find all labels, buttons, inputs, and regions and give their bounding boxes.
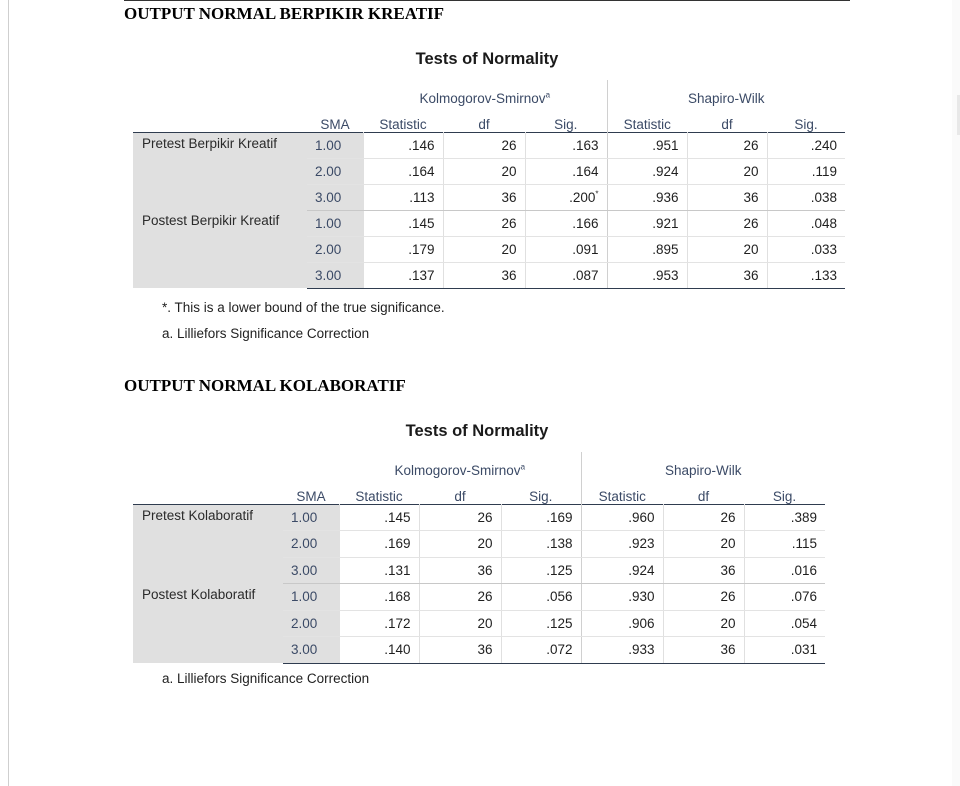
cell-value: .031 <box>790 642 818 658</box>
cell-value: 20 <box>720 615 736 631</box>
cell-value: .146 <box>408 137 435 153</box>
cell-value: .164 <box>408 163 435 179</box>
corner-cell <box>133 452 283 478</box>
sma-cell: 1.00 <box>283 584 339 611</box>
col-header-sw-df: df <box>721 116 733 132</box>
footnote-mark: * <box>595 189 599 198</box>
ks-statistic-cell <box>339 637 419 664</box>
table-row <box>133 504 825 531</box>
sw-statistic-cell <box>607 210 687 236</box>
cell-value: .936 <box>652 189 679 205</box>
sw-df-cell <box>687 236 767 262</box>
sw-sig-cell <box>744 584 825 611</box>
cell-value: .048 <box>810 215 838 231</box>
ks-df-cell <box>443 158 525 184</box>
cell-value: 20 <box>743 241 759 257</box>
sw-statistic-cell <box>581 610 663 637</box>
cell-value: 36 <box>501 267 517 283</box>
sw-df-cell <box>687 262 767 288</box>
cell-value: .169 <box>384 536 411 552</box>
ks-header-text: Kolmogorov-Smirnov <box>419 91 546 106</box>
cell-value: .923 <box>628 536 655 552</box>
sma-cell: 3.00 <box>307 184 363 210</box>
cell-value: 36 <box>477 562 493 578</box>
cell-value: .168 <box>384 589 411 605</box>
cell-value: 26 <box>743 137 759 153</box>
cell-value: .164 <box>572 163 599 179</box>
sw-group-header: Shapiro-Wilk <box>607 80 845 106</box>
cell-value: 20 <box>477 536 493 552</box>
cell-value: .921 <box>652 215 679 231</box>
sma-cell: 1.00 <box>307 132 363 158</box>
cell-value: .924 <box>652 163 679 179</box>
cell-value: 36 <box>743 189 759 205</box>
ks-sig-cell <box>525 210 607 236</box>
cell-value: 26 <box>477 509 493 525</box>
cell-value: .389 <box>790 509 818 525</box>
cell-value: .145 <box>384 509 411 525</box>
sw-sig-cell <box>767 262 845 288</box>
sw-statistic-cell <box>581 584 663 611</box>
ks-df-cell <box>419 504 501 531</box>
sw-df-cell <box>663 531 744 558</box>
cell-value: .137 <box>408 267 435 283</box>
ks-df-cell <box>419 557 501 584</box>
ks-df-cell <box>443 210 525 236</box>
ks-statistic-cell <box>339 531 419 558</box>
cell-value: .166 <box>572 215 599 231</box>
cell-value: .953 <box>652 267 679 283</box>
cell-value: 26 <box>720 589 736 605</box>
ks-df-cell <box>443 132 525 158</box>
sw-df-cell <box>687 132 767 158</box>
corner-cell <box>133 106 307 132</box>
cell-value: .054 <box>790 615 818 631</box>
col-header-sw-statistic: Statistic <box>607 106 687 132</box>
col-header-ks-statistic: Statistic <box>355 488 403 504</box>
sw-statistic-cell <box>607 262 687 288</box>
sw-statistic-cell <box>607 184 687 210</box>
section1-normality-table <box>133 80 845 289</box>
cell-value: .056 <box>546 589 573 605</box>
col-header-sma: SMA <box>320 116 350 132</box>
cell-value: .072 <box>546 642 573 658</box>
col-header-ks-df: df <box>478 116 490 132</box>
sw-df-cell <box>663 557 744 584</box>
ks-statistic-cell <box>339 610 419 637</box>
sw-statistic-cell <box>581 531 663 558</box>
col-header-ks-sig: Sig. <box>554 116 578 132</box>
sma-cell: 1.00 <box>307 210 363 236</box>
row-group-label: Pretest Berpikir Kreatif <box>133 132 307 210</box>
cell-value: .906 <box>628 615 655 631</box>
sw-sig-cell <box>744 637 825 664</box>
cell-value: .179 <box>408 241 435 257</box>
ks-df-cell <box>419 584 501 611</box>
ks-statistic-cell <box>363 132 443 158</box>
cell-value: .960 <box>628 509 655 525</box>
sw-sig-cell <box>767 210 845 236</box>
sw-df-cell <box>663 504 744 531</box>
sma-cell: 2.00 <box>283 610 339 637</box>
cell-value: .163 <box>572 137 599 153</box>
sw-statistic-cell <box>607 132 687 158</box>
ks-sig-cell <box>501 557 581 584</box>
cell-value: .016 <box>790 562 818 578</box>
sw-sig-cell <box>744 557 825 584</box>
sw-statistic-cell <box>581 504 663 531</box>
ks-group-header <box>363 80 607 106</box>
ks-statistic-cell <box>363 262 443 288</box>
sw-df-cell <box>687 184 767 210</box>
cell-value: 36 <box>720 562 736 578</box>
table-row <box>133 132 845 158</box>
ks-statistic-cell <box>339 557 419 584</box>
sw-sig-cell <box>767 184 845 210</box>
cell-value: .033 <box>810 241 838 257</box>
sw-statistic-cell <box>607 158 687 184</box>
cell-value: 20 <box>501 163 517 179</box>
corner-cell <box>307 80 363 106</box>
cell-value: 20 <box>743 163 759 179</box>
sma-cell: 3.00 <box>307 262 363 288</box>
ks-statistic-cell <box>339 504 419 531</box>
ks-header-text: Kolmogorov-Smirnov <box>394 463 521 478</box>
section2-table-title: Tests of Normality <box>405 422 549 440</box>
cell-value: 36 <box>743 267 759 283</box>
cell-value: 26 <box>720 509 736 525</box>
cell-value: .145 <box>408 215 435 231</box>
cell-value: .087 <box>572 267 599 283</box>
sw-df-cell <box>663 610 744 637</box>
top-rule <box>124 0 850 1</box>
section1-footnote-lower-bound: *. This is a lower bound of the true significance. <box>162 300 445 315</box>
sma-cell: 1.00 <box>283 504 339 531</box>
sma-cell: 2.00 <box>307 236 363 262</box>
table-row <box>133 210 845 236</box>
ks-df-cell <box>443 236 525 262</box>
sw-sig-cell <box>767 158 845 184</box>
ks-sig-cell <box>501 504 581 531</box>
col-header-ks-statistic: Statistic <box>379 116 427 132</box>
ks-df-cell <box>419 610 501 637</box>
ks-df-cell <box>443 184 525 210</box>
ks-statistic-cell <box>363 184 443 210</box>
col-header-sw-df: df <box>697 488 710 504</box>
sw-sig-cell <box>767 132 845 158</box>
section2-normality-table <box>133 452 825 664</box>
sw-df-cell <box>663 637 744 664</box>
cell-value: .895 <box>652 241 679 257</box>
sma-cell: 2.00 <box>307 158 363 184</box>
col-header-sw-statistic: Statistic <box>581 478 663 504</box>
ks-sig-cell <box>501 610 581 637</box>
ks-sig-cell <box>525 158 607 184</box>
section1-table-title: Tests of Normality <box>415 50 559 68</box>
cell-value: .930 <box>628 589 655 605</box>
sw-statistic-cell <box>581 557 663 584</box>
ks-sig-cell <box>501 584 581 611</box>
table-row <box>133 584 825 611</box>
corner-cell <box>133 80 307 106</box>
corner-cell <box>283 452 339 478</box>
cell-value: .140 <box>384 642 411 658</box>
ks-footnote-mark: a <box>545 90 551 100</box>
cell-value: 20 <box>501 241 517 257</box>
cell-value: .125 <box>546 562 573 578</box>
cell-value: 26 <box>501 137 517 153</box>
ks-footnote-mark: a <box>520 462 526 472</box>
cell-value: .933 <box>628 642 655 658</box>
sw-df-cell <box>687 210 767 236</box>
ks-sig-cell <box>525 262 607 288</box>
sw-sig-cell <box>767 236 845 262</box>
sw-statistic-cell <box>581 637 663 664</box>
row-group-label: Postest Berpikir Kreatif <box>133 210 307 288</box>
sw-sig-cell <box>744 531 825 558</box>
cell-value: .169 <box>546 509 573 525</box>
corner-cell <box>133 478 283 504</box>
col-header-ks-df: df <box>454 488 466 504</box>
sw-sig-cell <box>744 504 825 531</box>
cell-value: 26 <box>477 589 493 605</box>
ks-sig-cell <box>501 531 581 558</box>
row-group-label: Postest Kolaboratif <box>133 584 283 664</box>
ks-statistic-cell <box>363 210 443 236</box>
cell-value: .119 <box>811 163 838 179</box>
col-header-sw-sig: Sig. <box>794 116 818 132</box>
sma-cell: 3.00 <box>283 637 339 664</box>
ks-df-cell <box>419 531 501 558</box>
ks-sig-cell <box>501 637 581 664</box>
sma-cell: 3.00 <box>283 557 339 584</box>
cell-value: .131 <box>384 562 411 578</box>
section1-footnote-lilliefors: a. Lilliefors Significance Correction <box>162 326 370 341</box>
cell-value: .115 <box>791 536 818 552</box>
cell-value: .924 <box>628 562 655 578</box>
col-header-ks-sig: Sig. <box>529 488 553 504</box>
row-group-label: Pretest Kolaboratif <box>133 504 283 584</box>
ks-df-cell <box>419 637 501 664</box>
col-header-sma: SMA <box>296 488 326 504</box>
cell-value: 36 <box>501 189 517 205</box>
cell-value: 26 <box>501 215 517 231</box>
sw-group-header: Shapiro-Wilk <box>581 452 825 478</box>
ks-statistic-cell <box>363 158 443 184</box>
cell-value: 20 <box>720 536 736 552</box>
cell-value: .138 <box>546 536 573 552</box>
ks-statistic-cell <box>363 236 443 262</box>
cell-value: 36 <box>720 642 736 658</box>
ks-sig-cell <box>525 236 607 262</box>
cell-value: .240 <box>810 137 838 153</box>
cell-value: .125 <box>546 615 573 631</box>
section2-footnote-lilliefors: a. Lilliefors Significance Correction <box>162 671 370 686</box>
cell-value: .951 <box>652 137 679 153</box>
cell-value: .172 <box>384 615 411 631</box>
section1-heading: OUTPUT NORMAL BERPIKIR KREATIF <box>124 4 445 23</box>
cell-value: .091 <box>572 241 599 257</box>
sw-sig-cell <box>744 610 825 637</box>
section2-heading: OUTPUT NORMAL KOLABORATIF <box>124 376 406 395</box>
cell-value: 20 <box>477 615 493 631</box>
ks-group-header <box>339 452 581 478</box>
sw-df-cell <box>687 158 767 184</box>
cell-value: .113 <box>409 189 435 205</box>
sma-cell: 2.00 <box>283 531 339 558</box>
cell-value: .076 <box>790 589 818 605</box>
cell-value: .038 <box>810 189 838 205</box>
col-header-sw-sig: Sig. <box>772 488 797 504</box>
cell-value: .200 <box>569 189 596 205</box>
ks-statistic-cell <box>339 584 419 611</box>
sw-df-cell <box>663 584 744 611</box>
cell-value: .133 <box>810 267 838 283</box>
ks-df-cell <box>443 262 525 288</box>
cell-value: 36 <box>477 642 493 658</box>
sw-statistic-cell <box>607 236 687 262</box>
ks-sig-cell <box>525 184 607 210</box>
page-left-border <box>8 0 9 786</box>
cell-value: 26 <box>743 215 759 231</box>
ks-sig-cell <box>525 132 607 158</box>
